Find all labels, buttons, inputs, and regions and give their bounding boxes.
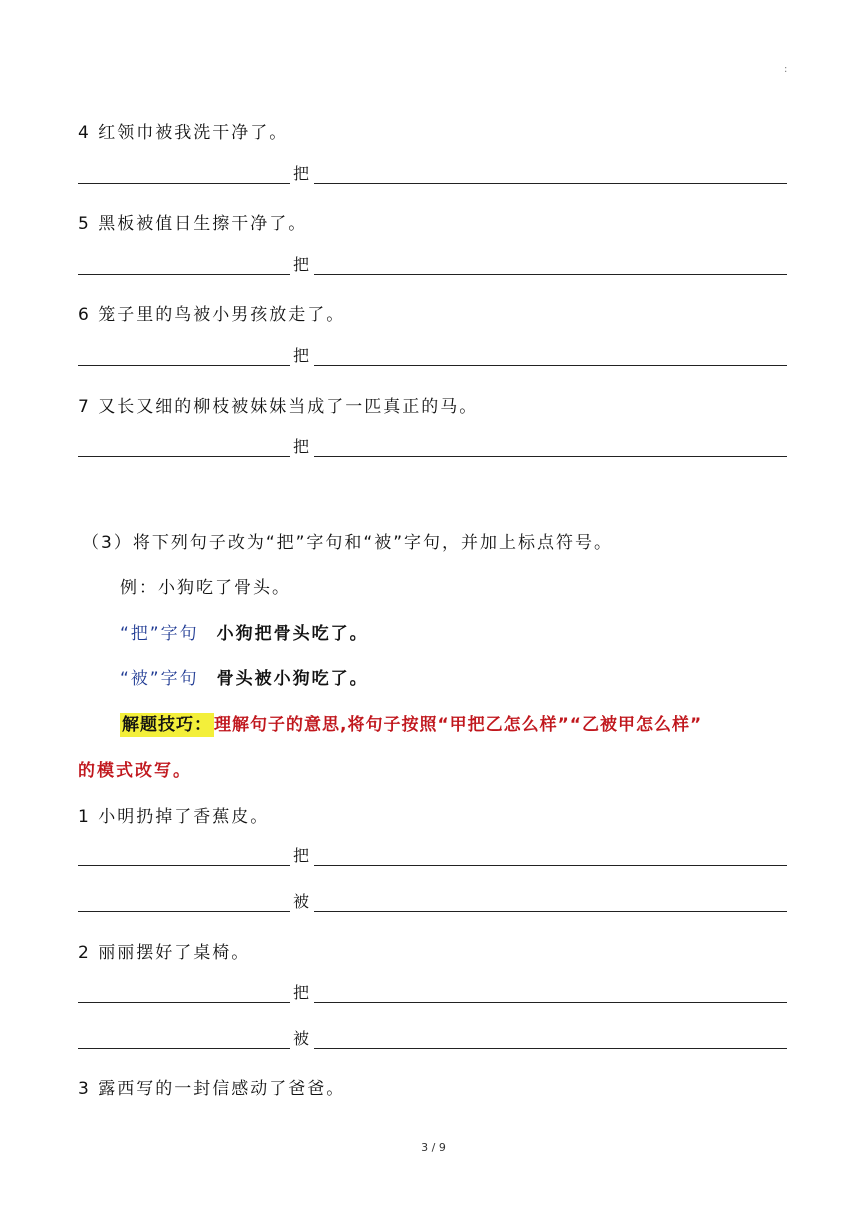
question-1: 1 小明扔掉了香蕉皮。 <box>78 807 270 827</box>
tip-label: 解题技巧： <box>122 715 212 735</box>
tip-text-continued: 的模式改写。 <box>78 761 192 781</box>
ba-marker: 把 <box>293 164 310 183</box>
answer-blank-right[interactable] <box>314 1048 787 1049</box>
ba-sentence: 小狗把骨头吃了。 <box>216 624 369 644</box>
tip-row <box>120 710 702 735</box>
question-2: 2 丽丽摆好了桌椅。 <box>78 943 251 963</box>
answer-line[interactable] <box>78 892 787 912</box>
question-4: 4 红领巾被我洗干净了。 <box>78 123 289 143</box>
answer-line[interactable] <box>78 346 787 366</box>
ba-marker: 把 <box>293 346 310 365</box>
answer-blank-left[interactable] <box>78 365 290 366</box>
ba-marker: 把 <box>293 255 310 274</box>
answer-blank-left[interactable] <box>78 1048 290 1049</box>
answer-blank-right[interactable] <box>314 1002 787 1003</box>
tip-text: 理解句子的意思,将句子按照“甲把乙怎么样”“乙被甲怎么样” <box>214 715 703 735</box>
bei-marker: 被 <box>293 1029 310 1048</box>
answer-blank-left[interactable] <box>78 183 290 184</box>
question-7: 7 又长又细的柳枝被妹妹当成了一匹真正的马。 <box>78 397 479 417</box>
section-title: （3）将下列句子改为“把”字句和“被”字句，并加上标点符号。 <box>82 533 614 553</box>
answer-blank-right[interactable] <box>314 911 787 912</box>
answer-blank-left[interactable] <box>78 456 290 457</box>
answer-line[interactable] <box>78 983 787 1003</box>
answer-blank-right[interactable] <box>314 365 787 366</box>
answer-line[interactable] <box>78 255 787 275</box>
answer-line[interactable] <box>78 1029 787 1049</box>
answer-line[interactable] <box>78 437 787 457</box>
answer-blank-right[interactable] <box>314 456 787 457</box>
answer-blank-right[interactable] <box>314 865 787 866</box>
ba-marker: 把 <box>293 846 310 865</box>
answer-line[interactable] <box>78 164 787 184</box>
answer-blank-left[interactable] <box>78 274 290 275</box>
question-3: 3 露西写的一封信感动了爸爸。 <box>78 1079 346 1099</box>
bei-marker: 被 <box>293 892 310 911</box>
answer-blank-left[interactable] <box>78 865 290 866</box>
question-6: 6 笼子里的鸟被小男孩放走了。 <box>78 305 346 325</box>
ba-sentence-label: “把”字句 <box>120 624 199 644</box>
example-bei-row <box>120 664 369 689</box>
example-label: 例：小狗吃了骨头。 <box>120 578 291 598</box>
answer-blank-right[interactable] <box>314 274 787 275</box>
question-5: 5 黑板被值日生擦干净了。 <box>78 214 308 234</box>
corner-mark: : <box>784 64 788 75</box>
answer-blank-left[interactable] <box>78 911 290 912</box>
example-ba-row <box>120 619 369 644</box>
answer-blank-right[interactable] <box>314 183 787 184</box>
ba-marker: 把 <box>293 437 310 456</box>
bei-sentence: 骨头被小狗吃了。 <box>216 669 369 689</box>
ba-marker: 把 <box>293 983 310 1002</box>
answer-line[interactable] <box>78 846 787 866</box>
answer-blank-left[interactable] <box>78 1002 290 1003</box>
bei-sentence-label: “被”字句 <box>120 669 199 689</box>
page-number: 3 / 9 <box>421 1141 446 1154</box>
